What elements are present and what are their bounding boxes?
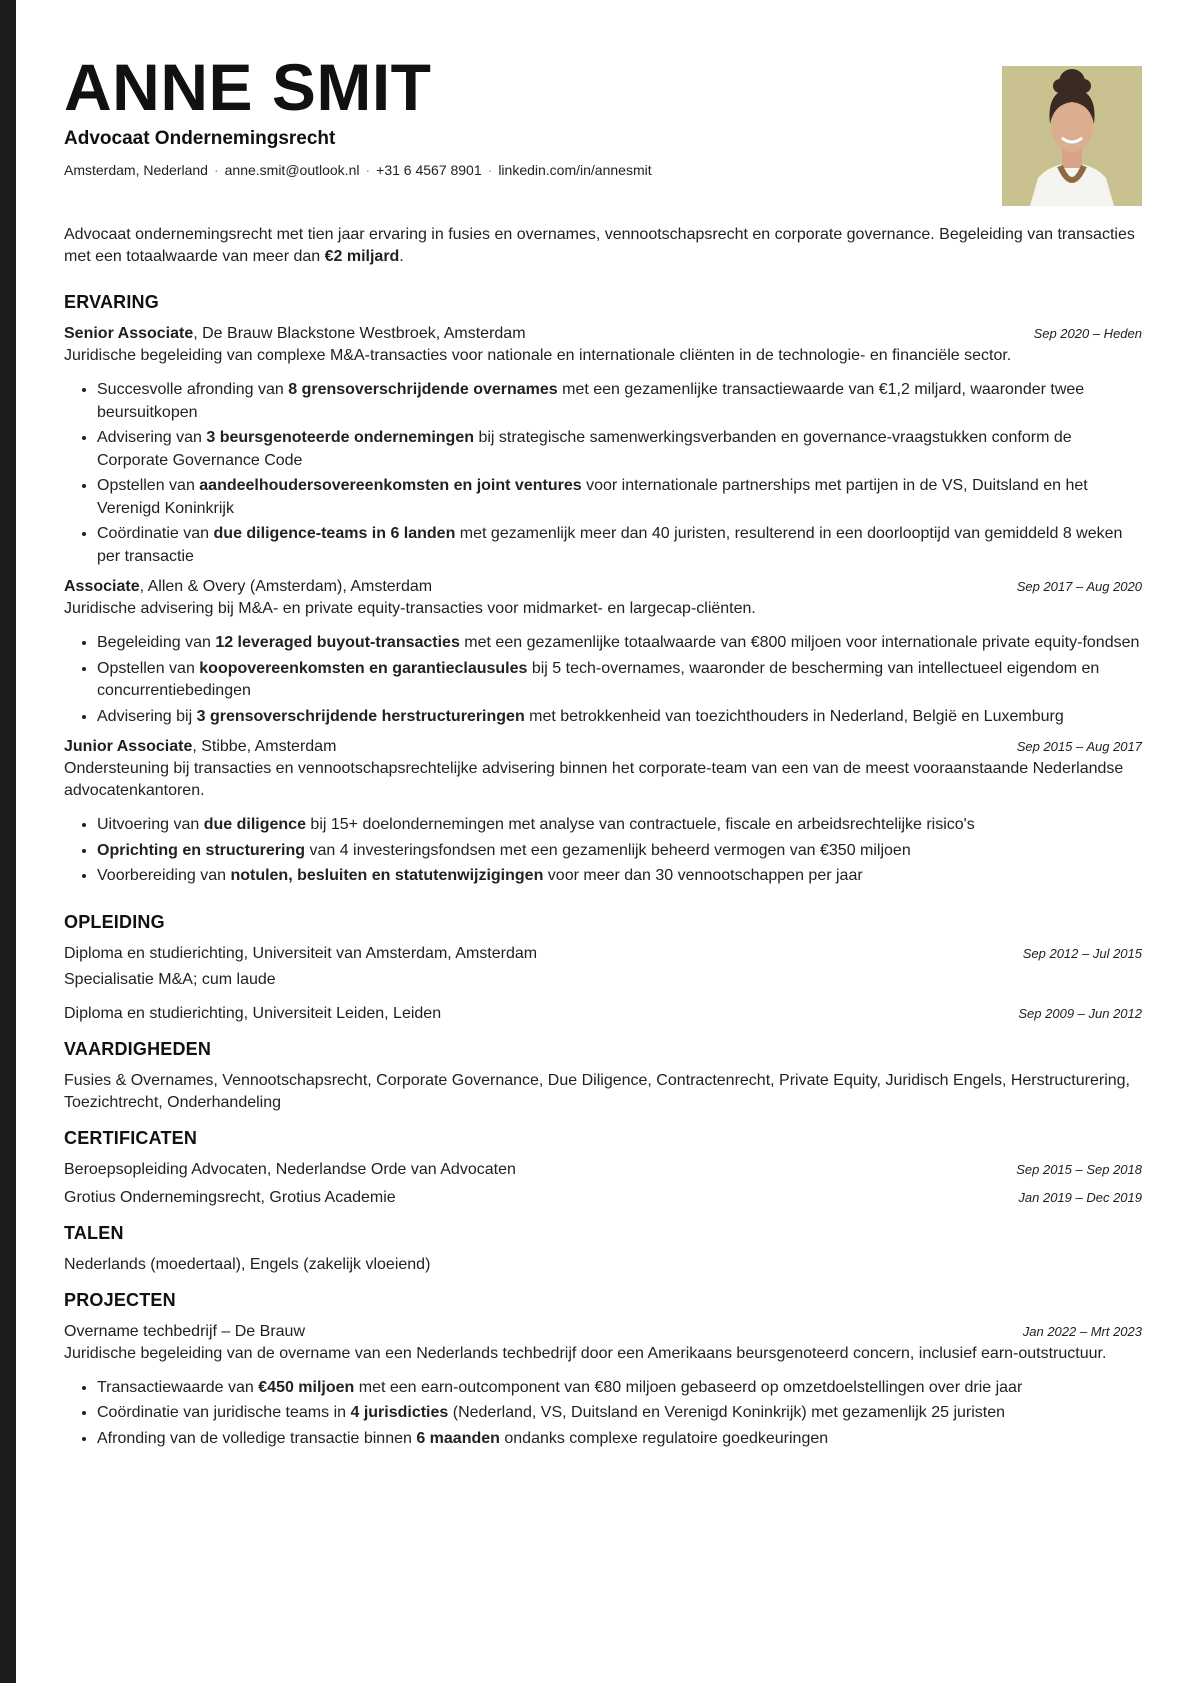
education-header (64, 1003, 1142, 1025)
education-note: Specialisatie M&A; cum laude (64, 970, 276, 988)
bullet-text: bij strategische samenwerkingsverbanden en governance-vraagstukken conform de Corporate Governance Code (97, 429, 1072, 469)
bullet-highlight: 8 grensoverschrijdende overnames (288, 381, 558, 398)
certificate-title: Beroepsopleiding Advocaten, Nederlandse Orde van Advocaten (64, 1160, 516, 1178)
resume-header (64, 50, 1142, 204)
bullet-text: Uitvoering van (97, 816, 204, 833)
education-date: Sep 2009 – Jun 2012 (1018, 1005, 1142, 1021)
contact-linkedin[interactable]: linkedin.com/in/annesmit (498, 162, 652, 178)
project-date: Jan 2022 – Mrt 2023 (1022, 1323, 1142, 1339)
job-title: Advocaat Ondernemingsrecht (64, 128, 336, 149)
bullet-highlight: €450 miljoen (258, 1378, 355, 1396)
bullet-highlight: notulen, besluiten en statutenwijzigingen (230, 867, 544, 884)
certificate-entry (64, 1159, 1142, 1181)
bullet-highlight: 3 beursgenoteerde ondernemingen (206, 429, 474, 446)
job-role: Senior Associate (64, 325, 194, 342)
job-header (64, 576, 1142, 598)
contact-email[interactable]: anne.smit@outlook.nl (224, 162, 360, 178)
job-role: Associate (64, 578, 140, 595)
job-description: Juridische begeleiding van complexe M&A-transacties voor nationale en internationale cliënten in de technologie- en financiële sector. (64, 347, 1012, 364)
bullet-highlight: Oprichting en structurering (97, 841, 306, 859)
bullet-text: met een gezamenlijke totaalwaarde van €800 miljoen voor internationale private equity-fondsen (459, 634, 1140, 651)
left-edge-bar (0, 0, 16, 1683)
job-heading (64, 323, 526, 345)
bullet-text: Transactiewaarde van (97, 1378, 259, 1396)
bullet-text: Opstellen van (97, 659, 200, 677)
bullet-text: met gezamenlijk meer dan 40 juristen, resulterend in een doorlooptijd van gemiddeld 8 weken per transactie (97, 525, 1123, 565)
bullet-highlight: 6 maanden (416, 1429, 500, 1447)
resume-page (64, 36, 1142, 1458)
skills-list: Fusies & Overnames, Vennootschapsrecht, Corporate Governance, Due Diligence, Contractenrecht, Private Equity, Juridisch Engels, Herstructurering, Toezichtrecht, Onderhandeling (64, 1071, 1130, 1111)
education-entry (64, 943, 1142, 991)
job-bullets (64, 814, 1142, 888)
bullet-text: bij 5 tech-overnames, waaronder de bescherming van intellectueel eigendom en concurrentiebedingen (97, 659, 1100, 699)
bullet-text: voor internationale partnerships met partijen in de VS, Duitsland en het Verenigd Koninkrijk (97, 477, 1088, 517)
project-entry (64, 1321, 1142, 1451)
bullet-highlight: 3 grensoverschrijdende herstructureringen (196, 707, 525, 725)
education-title: Diploma en studierichting, Universiteit van Amsterdam, Amsterdam (64, 944, 538, 962)
education-date: Sep 2012 – Jul 2015 (1022, 945, 1142, 961)
job-company: , Allen & Overy (Amsterdam), Amsterdam (139, 578, 433, 595)
project-bullet (97, 1402, 1142, 1425)
bullet-highlight: due diligence (203, 816, 306, 833)
bullet-highlight: due diligence-teams in 6 landen (213, 525, 456, 542)
contact-line (64, 162, 1142, 178)
project-bullet (97, 1428, 1142, 1451)
education-title: Diploma en studierichting, Universiteit Leiden, Leiden (64, 1004, 442, 1022)
contact-location: Amsterdam, Nederland (64, 162, 208, 178)
project-description: Juridische begeleiding van de overname van een Nederlands techbedrijf door een Amerikaans beursgenoteerd concern, inclusief earn-outstructuur. (64, 1344, 1107, 1362)
bullet-text: voor meer dan 30 vennootschappen per jaar (543, 867, 863, 884)
job-bullet (97, 523, 1142, 568)
job-bullet (97, 840, 1142, 863)
bullet-text: Advisering bij (97, 707, 197, 725)
bullet-text: Voorbereiding van (97, 867, 231, 884)
job-bullet (97, 379, 1142, 424)
job-role: Junior Associate (64, 738, 193, 755)
job-bullet (97, 427, 1142, 472)
bullet-text: van 4 investeringsfondsen met een gezamenlijk beheerd vermogen van €350 miljoen (305, 841, 911, 859)
bullet-highlight: 12 leveraged buyout-transacties (215, 634, 460, 651)
profile-summary (64, 224, 1142, 268)
job-entry (64, 323, 1142, 568)
job-date: Sep 2015 – Aug 2017 (1016, 739, 1142, 754)
bullet-text: Opstellen van (97, 477, 200, 494)
bullet-text: Afronding van de volledige transactie binnen (97, 1429, 417, 1447)
profile-photo (1002, 66, 1142, 206)
education-header (64, 943, 1142, 965)
project-header (64, 1321, 1142, 1343)
section-title-skills: VAARDIGHEDEN (64, 1038, 212, 1059)
job-heading (64, 576, 432, 598)
bullet-text: Coördinatie van juridische teams in (97, 1404, 351, 1421)
bullet-highlight: koopovereenkomsten en garantieclausules (199, 659, 528, 677)
certificate-title: Grotius Ondernemingsrecht, Grotius Academie (64, 1188, 396, 1206)
job-bullets (64, 379, 1142, 568)
bullet-highlight: aandeelhoudersovereenkomsten en joint ventures (199, 477, 582, 494)
job-bullets (64, 632, 1142, 728)
bullet-text: Begeleiding van (97, 634, 216, 651)
job-bullet (97, 706, 1142, 729)
section-title-languages: TALEN (64, 1222, 124, 1243)
education-entry (64, 1003, 1142, 1025)
bullet-text: Coördinatie van (97, 525, 214, 542)
job-bullet (97, 632, 1142, 655)
section-title-projects: PROJECTEN (64, 1289, 176, 1310)
job-bullet (97, 658, 1142, 703)
contact-separator: · (365, 162, 371, 178)
project-bullet (97, 1377, 1142, 1400)
summary-end: . (399, 248, 404, 265)
job-entry (64, 736, 1142, 888)
job-company: , Stibbe, Amsterdam (192, 738, 337, 755)
section-title-education: OPLEIDING (64, 911, 165, 932)
bullet-text: (Nederland, VS, Duitsland en Verenigd Koninkrijk) met gezamenlijk 25 juristen (448, 1404, 1006, 1421)
certificate-date: Jan 2019 – Dec 2019 (1018, 1189, 1142, 1205)
job-bullet (97, 865, 1142, 888)
job-date: Sep 2020 – Heden (1033, 326, 1142, 341)
bullet-text: Advisering van (97, 429, 207, 446)
certificate-date: Sep 2015 – Sep 2018 (1016, 1161, 1142, 1177)
bullet-text: met betrokkenheid van toezichthouders in Nederland, België en Luxemburg (524, 707, 1064, 725)
bullet-text: met een earn-outcomponent van €80 miljoen gebaseerd op omzetdoelstellingen over drie jaar (354, 1378, 1023, 1396)
job-description: Ondersteuning bij transacties en vennootschapsrechtelijke advisering binnen het corporate-team van een van de meest vooraanstaande Nederlandse advocatenkantoren. (64, 760, 1124, 799)
job-header (64, 736, 1142, 758)
bullet-text: bij 15+ doelondernemingen met analyse van contractuele, fiscale en arbeidsrechtelijke risico's (305, 816, 975, 833)
contact-phone[interactable]: +31 6 4567 8901 (376, 162, 482, 178)
candidate-name: ANNE SMIT (64, 50, 432, 124)
summary-highlight: €2 miljard (324, 248, 400, 265)
section-title-experience: ERVARING (64, 292, 159, 312)
contact-separator: · (487, 162, 493, 178)
job-date: Sep 2017 – Aug 2020 (1016, 579, 1142, 594)
project-bullets (64, 1377, 1142, 1451)
summary-text: Advocaat ondernemingsrecht met tien jaar ervaring in fusies en overnames, vennootschapsrecht en corporate governance. Begeleiding van transacties met een totaalwaarde van meer dan (64, 226, 1135, 265)
job-bullet (97, 475, 1142, 520)
bullet-text: met een gezamenlijke transactiewaarde van €1,2 miljard, waaronder twee beursuitkopen (97, 381, 1085, 421)
job-heading (64, 736, 336, 758)
bullet-text: Succesvolle afronding van (97, 381, 289, 398)
job-header (64, 323, 1142, 345)
job-company: , De Brauw Blackstone Westbroek, Amsterdam (193, 325, 526, 342)
bullet-highlight: 4 jurisdicties (350, 1404, 449, 1421)
job-description: Juridische advisering bij M&A- en private equity-transacties voor midmarket- en largecap-cliënten. (64, 600, 756, 617)
job-entry (64, 576, 1142, 728)
certificate-entry (64, 1187, 1142, 1209)
contact-separator: · (213, 162, 219, 178)
section-title-certificates: CERTIFICATEN (64, 1127, 198, 1148)
languages-list: Nederlands (moedertaal), Engels (zakelijk vloeiend) (64, 1255, 431, 1273)
bullet-text: ondanks complexe regulatoire goedkeuringen (499, 1429, 829, 1447)
project-title: Overname techbedrijf – De Brauw (64, 1322, 305, 1340)
profile-photo-image (1002, 66, 1142, 206)
job-bullet (97, 814, 1142, 837)
